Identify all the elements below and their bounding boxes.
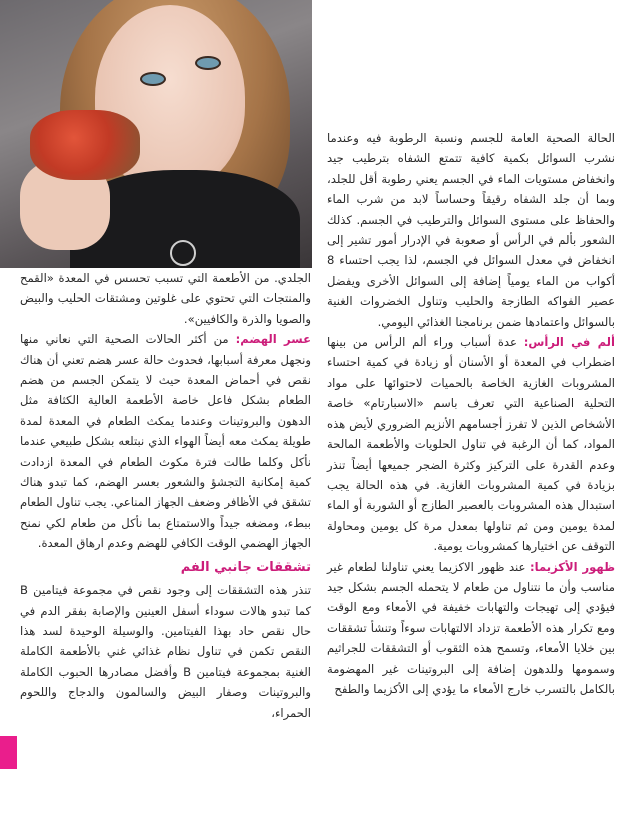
necklace-icon	[170, 240, 196, 266]
right-paragraph-1: الحالة الصحية العامة للجسم ونسبة الرطوبة فيه وعندما نشرب السوائل بكمية كافية تتمتع الشفاه بترطيب جيد وانخفاض مستويات الماء في الجسم يعني رطوبة أقل للجلد، وبما أن جلد الشفاه رقيقاً وحساساً لابد من شرب الماء والحفاظ على مستوى السوائل والترطيب في الجسم. كذلك الشعور بألم في الرأس أو صعوبة في الإدرار أمور تشير إلى انخفاض في معدل السوائل في الجسم، لذا يجب احتساء 8 أكواب من الماء يومياً إضافة إلى السوائل الأخرى ويفضل عصير الفواكه الطازجة والحليب وتناول الخضروات الغنية بالسوائل واعتمادها ضمن برنامجنا الغذائي اليومي.	[327, 131, 615, 329]
right-column	[327, 128, 615, 699]
mouth-cracks-text: تنذر هذه التشققات إلى وجود نقص في مجموعة فيتامين B كما تبدو هالات سوداء أسفل العينين والإصابة بفقر الدم في حال نقص حاد بهذا الفيتامين. والوسيلة الوحيدة لسد هذا النقص تكمن في تناول نظام غذائي غني بالأطعمة الكاملة الغنية بمجموعة فيتامين B وأفضل مصادرها الحبوب الكاملة والبروتينات وصفار البيض والسالمون والدجاج واللحوم الحمراء،	[20, 583, 311, 720]
right-paragraph-3	[327, 557, 615, 700]
eczema-text: عند ظهور الاكزيما يعني تناولنا لطعام غير مناسب وأن ما نتناول من طعام لا يتحمله الجسم بشكل جيد فيؤدي إلى تهيجات والتهابات خفيفة في الأمعاء ومع الوقت ومع تكرار هذه الأطعمة تزداد الالتهابات سوءاً وتنشأ تشققات بين خلايا الأمعاء، وتسمح هذه الثقوب أو التشققات للجراثيم وسمومها وللدهون إضافة إلى البروتينات غير المهضومة بالكامل بالتسرب خارج الأمعاء ما يؤدي إلى الأكزيما والطفح	[327, 559, 615, 696]
headache-text: عدة أسباب وراء ألم الرأس من بينها اضطراب في المعدة أو الأسنان أو زيادة في كمية احتساء المشروبات الغازية الخاصة بالحميات لاحتوائها على مواد التحلية الصناعية التي تعرف باسم «الاسبارتام» خاصة الأشخاص الذين لا تفرز أجسامهم الأنزيم الضروري لأيض هذه المواد، كما أن الرغبة في تناول الحلويات والأطعمة المالحة وعدم القدرة على التركيز وكثرة الضجر جميعها أيضاً تنذر بزيادة في كمية المشروبات الغازية. في هذه الحالة يجب استبدال هذه المشروبات بالعصير الطازج أو الشوربة أو الماء لمدة يومين ومن ثم تناولها بمعدل مرة كل يومين ومحاولة التوقف عن اختيارها كمشروبات يومية.	[327, 335, 615, 554]
eye-left-shape	[140, 72, 166, 86]
indigestion-text: من أكثر الحالات الصحية التي نعاني منها ونجهل معرفة أسبابها، فحدوث حالة عسر هضم تعني أن هناك نقص في أحماض المعدة حيث لا يتمكن الجسم من هضم الطعام بشكل فاعل خاصة الأطعمة العالية الكثافة مثل الدهون والبروتينات وعندما يمكث الطعام في المعدة لمدة طويلة يمكث معه أيضاً الهواء الذي نبتلعه بشكل طبيعي عندما نأكل وكلما طالت فترة مكوث الطعام في المعدة ازدادت كمية إمكانية التجشؤ والشعور بعسر الهضم، كما تبدو هناك تشقق في الأظافر وضعف الجهاز المناعي. يجب تناول الطعام ببطء، ومضغه جيداً والاستمتاع بما نأكل من طعام لكي نمنح الجهاز الهضمي الوقت الكافي للهضم وعدم ارهاق المعدة.	[20, 332, 311, 551]
pink-edge-bar	[0, 736, 17, 769]
heading-mouth-cracks: تشققات جانبي الفم	[180, 559, 311, 575]
left-paragraph-1: الجلدي. من الأطعمة التي تسبب تحسس في المعدة «القمح والمنتجات التي تحتوي على غلوتين ومشتقات الحليب والبيض والصويا والذرة والكافيين».	[20, 271, 311, 326]
eye-right-shape	[195, 56, 221, 70]
heading-headache: ألم في الرأس:	[523, 335, 615, 350]
left-column	[20, 268, 311, 723]
heading-eczema: ظهور الأكزيما:	[529, 559, 615, 574]
food-shape	[30, 110, 140, 180]
right-paragraph-2	[327, 332, 615, 556]
left-paragraph-2	[20, 329, 311, 553]
heading-indigestion: عسر الهضم:	[235, 332, 311, 347]
woman-eating-photo	[0, 0, 312, 268]
